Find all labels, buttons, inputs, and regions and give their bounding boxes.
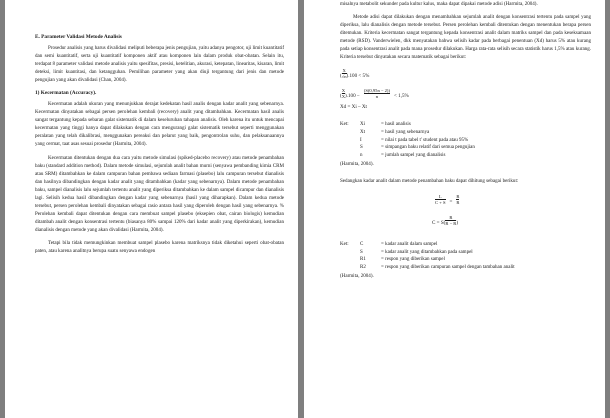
ket-row: Ket: Xi = hasil analisis: [340, 122, 411, 128]
document-page-left: [5, 0, 298, 418]
ket-list-1: [340, 121, 591, 168]
ket-row: R1 = respon yang diberikan sampel: [360, 257, 445, 263]
citation: (Harmita, 2004).: [340, 160, 374, 167]
ket-row: I = nilai t pada tabel t' student pada atau 95%: [360, 137, 469, 143]
paragraph-adisi: Metode adisi dapat dilakukan dengan menambahkan sejumlah analit dengan konsentrasi tertentu pada sampel yang diperiksa, lalu dianalisis dengan metode tersebut. Persen perolehan kembali ditentukan dengan menentukan berapa persen ditemukan. Kriteria kecermatan sangat tergantung kepada konsentrasi analit dalam matriks sampel dan pada keseksamaan metode (RSD). Vanderwielen, dkk menyatakan bahwa selisih kadar pada berbagai penentuan (Xd) harus 5% atau kurang pada setiap konsentrasi analit pada mana prosedur dilakukan. Harga rata-rata selisih secara statistik harus 1,5% atau kurang. Kriteria tersebut dinyatakan secara matematik sebagai berikut:: [340, 14, 591, 61]
section-heading-e: E. Parameter Validasi Metode Analisis: [35, 34, 122, 40]
equation-2: ( $\frac{X}{X}$ ).100 − $\frac{(S(0,95n - 2))}{n}$ < 1,5%: [340, 88, 409, 100]
subheading-accuracy: 1) Kecermatan (Accuracy).: [35, 90, 97, 97]
paragraph-accuracy-2: Kecermatan ditentukan dengan dua cara yaitu metode simulasi (spiked-placebo recovery) atau metode penambahan baku (standard addition method). Dalam metode simulasi, sejumlah analit bahan murni (senyawa pembanding kimia CRM atau SRM) ditambahkan ke dalam campuran bahan pembawa sediaan farmasi (plasebo) lalu campuran tersebut dianalisis dan hasilnya dibandingkan dengan kadar analit yang ditambahkan (kadar yang sebenarnya). Dalam metode penambahan baku, sampel dianalisis lalu sejumlah tertentu analit yang diperiksa ditambahkan ke dalam sampel dicampur dan dianalisis lagi. Selisih kedua hasil dibandingkan dengan kadar yang sebenarnya (hasil yang diharapkan). Dalam kedua metode tersebut, persen perolehan kembali dinyatakan sebagai rasio antara hasil yang diperoleh dengan hasil yang sebenarnya. % Perolehan kembali dapat ditentukan dengan cara membuat sampel plasebo (eksepien obat, cairan biologis) kemudian ditambah analit dengan konsentrasi tertentu (biasanya 80% sampai 120% dari kadar analit yang diperkirakan), kemudian dianalisis dengan metode yang akan divalidasi (Harmita, 2004).: [35, 154, 284, 233]
equation-1: ( $\frac{X}{√n}$ ).100 < 5%: [340, 68, 370, 80]
ket-row: R2 = respon yang diberikan campuran sampel dengan tambahan analit: [360, 265, 515, 271]
equation-3: Xd = Xi – Xt: [340, 104, 367, 111]
document-page-right: [304, 0, 605, 418]
ket-row: Ket: C = kadar analit dalam sampel: [340, 241, 438, 247]
paragraph-accuracy-1: Kecermatan adalah ukuran yang menunjukkan derajat kedekatan hasil analis dengan kadar analit yang sebenarnya. Kecermatan dinyatakan sebagai persen perolehan kembali (recovery) analit yang ditambahkan. Kecermatan hasil analis sangat tergantung kepada sebaran galat sistematik di dalam keseluruhan tahapan analisis. Oleh karena itu untuk mencapai kecermatan yang tinggi hanya dapat dilakukan dengan cara mengurangi galat sistematik tersebut seperti menggunakan peralatan yang telah dikalibrasi, menggunakan pereaksi dan pelarut yang baik, pengontrolan suhu, dan pelaksanaannya yang cermat, taat asas sesuai prosedur (Harmita, 2004).: [35, 101, 284, 148]
equation-5: C = S( $\frac{R}{R - R}$ ): [432, 214, 459, 226]
ket-row: Xt = hasil yang sebenarnya: [360, 130, 430, 136]
ket-list-2: [340, 241, 591, 280]
paragraph-sedangkan: Sedangkan kadar analit dalam metode penambahan baku dapat dihitung sebagai berikut:: [340, 177, 519, 184]
ket-row: n = jumlah sampel yang dianalisis: [360, 153, 446, 159]
citation: (Harmita, 2004).: [340, 272, 374, 279]
ket-row: S = kadar analit yang ditambahkan pada sampel: [360, 249, 473, 255]
ket-row: S = simpangan baku relatif dari semua pengujian: [360, 145, 475, 151]
paragraph-continued: misalnya metabolit sekunder pada kultur kalus, maka dapat dipakai metode adisi (Harmita, 2004).: [340, 1, 538, 7]
equation-4: $\frac{L}{C + S}$ = $\frac{R}{R}$: [435, 193, 460, 205]
paragraph-accuracy-3: Tetapi bila tidak memungkinkan membuat sampel plasebo karena matriksnya tidak diketahui seperti obat-obatan paten, atau karena analitnya berupa suatu senyawa endogen: [35, 239, 284, 255]
paragraph-intro: Prosedur analisis yang harus divalidasi meliputi beberapa jenis pengujian, yaitu adanya pengotor, uji limit kuantitatif dan semi kuantitatif, serta uji kuantitatif komponen aktif atau komponen lain dalam produk obat-obatan. Selain itu, terdapat 8 parameter validasi metode analisis yaitu spesifitas, presisi, ketelitian, akurasi, ketepatan, linearitas, kisaran, limit deteksi, limit kuantitasi, dan ketangguhan. Pemilihan parameter yang akan diuji tergantung dari jenis dan metode pengujian yang akan divalidasi (Chan, 2004).: [35, 45, 284, 84]
